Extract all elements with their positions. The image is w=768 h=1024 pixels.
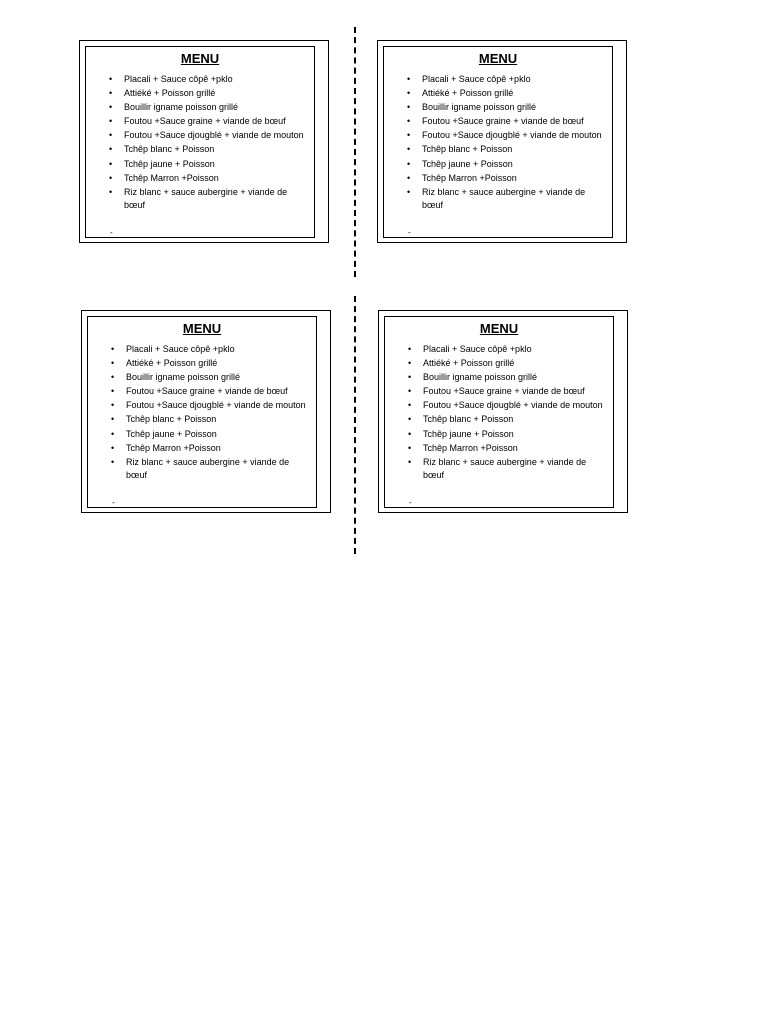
menu-list — [86, 73, 314, 213]
trailing-dash: - — [409, 498, 412, 507]
menu-item: • Tchêp Marron +Poisson — [422, 172, 604, 186]
menu-card-inner-border — [87, 316, 317, 508]
menu-item: • Placali + Sauce côpê +pklo — [422, 73, 604, 87]
menu-item: • Attiéké + Poisson grillé — [422, 87, 604, 101]
menu-title: MENU — [180, 51, 220, 66]
menu-card-top-left — [79, 40, 329, 243]
menu-item: • Foutou +Sauce graine + viande de bœuf — [126, 385, 308, 399]
menu-list — [88, 343, 316, 483]
menu-item: • Foutou +Sauce djougblé + viande de mouton — [124, 129, 306, 143]
dashed-cut-line-bottom — [354, 296, 356, 554]
menu-item: • Foutou +Sauce djougblé + viande de mouton — [422, 129, 604, 143]
menu-item: • Riz blanc + sauce aubergine + viande de bœuf — [124, 186, 306, 213]
menu-item: • Foutou +Sauce graine + viande de bœuf — [423, 385, 605, 399]
menu-item: • Bouillir igname poisson grillé — [124, 101, 306, 115]
menu-card-inner-border — [383, 46, 613, 238]
menu-item: • Bouillir igname poisson grillé — [126, 371, 308, 385]
menu-item: • Tchêp Marron +Poisson — [126, 442, 308, 456]
menu-item: • Foutou +Sauce graine + viande de bœuf — [124, 115, 306, 129]
menu-item: • Attiéké + Poisson grillé — [124, 87, 306, 101]
trailing-dash: - — [112, 498, 115, 507]
menu-item: • Bouillir igname poisson grillé — [423, 371, 605, 385]
menu-card-inner-border — [85, 46, 315, 238]
menu-item: • Placali + Sauce côpê +pklo — [124, 73, 306, 87]
menu-item: • Tchêp Marron +Poisson — [423, 442, 605, 456]
menu-item: • Riz blanc + sauce aubergine + viande de bœuf — [126, 456, 308, 483]
menu-item: • Attiéké + Poisson grillé — [423, 357, 605, 371]
menu-title: MENU — [182, 321, 222, 336]
menu-card-bottom-right — [378, 310, 628, 513]
trailing-dash: - — [110, 228, 113, 237]
trailing-dash: - — [408, 228, 411, 237]
menu-title: MENU — [479, 321, 519, 336]
menu-item: • Tchêp blanc + Poisson — [423, 413, 605, 427]
menu-card-top-right — [377, 40, 627, 243]
menu-item: • Foutou +Sauce graine + viande de bœuf — [422, 115, 604, 129]
menu-item: • Foutou +Sauce djougblé + viande de mouton — [423, 399, 605, 413]
menu-card-inner-border — [384, 316, 614, 508]
menu-item: • Foutou +Sauce djougblé + viande de mouton — [126, 399, 308, 413]
dashed-cut-line-top — [354, 27, 356, 277]
menu-item: • Tchêp jaune + Poisson — [124, 158, 306, 172]
menu-item: • Riz blanc + sauce aubergine + viande de bœuf — [422, 186, 604, 213]
menu-list — [384, 73, 612, 213]
menu-card-bottom-left — [81, 310, 331, 513]
menu-list — [385, 343, 613, 483]
menu-item: • Placali + Sauce côpê +pklo — [423, 343, 605, 357]
menu-item: • Tchêp blanc + Poisson — [124, 143, 306, 157]
menu-title: MENU — [478, 51, 518, 66]
menu-item: • Tchêp Marron +Poisson — [124, 172, 306, 186]
menu-item: • Tchêp blanc + Poisson — [126, 413, 308, 427]
menu-item: • Bouillir igname poisson grillé — [422, 101, 604, 115]
menu-item: • Riz blanc + sauce aubergine + viande de bœuf — [423, 456, 605, 483]
menu-item: • Tchêp jaune + Poisson — [422, 158, 604, 172]
menu-item: • Attiéké + Poisson grillé — [126, 357, 308, 371]
menu-item: • Tchêp jaune + Poisson — [126, 428, 308, 442]
menu-item: • Placali + Sauce côpê +pklo — [126, 343, 308, 357]
menu-item: • Tchêp jaune + Poisson — [423, 428, 605, 442]
menu-item: • Tchêp blanc + Poisson — [422, 143, 604, 157]
